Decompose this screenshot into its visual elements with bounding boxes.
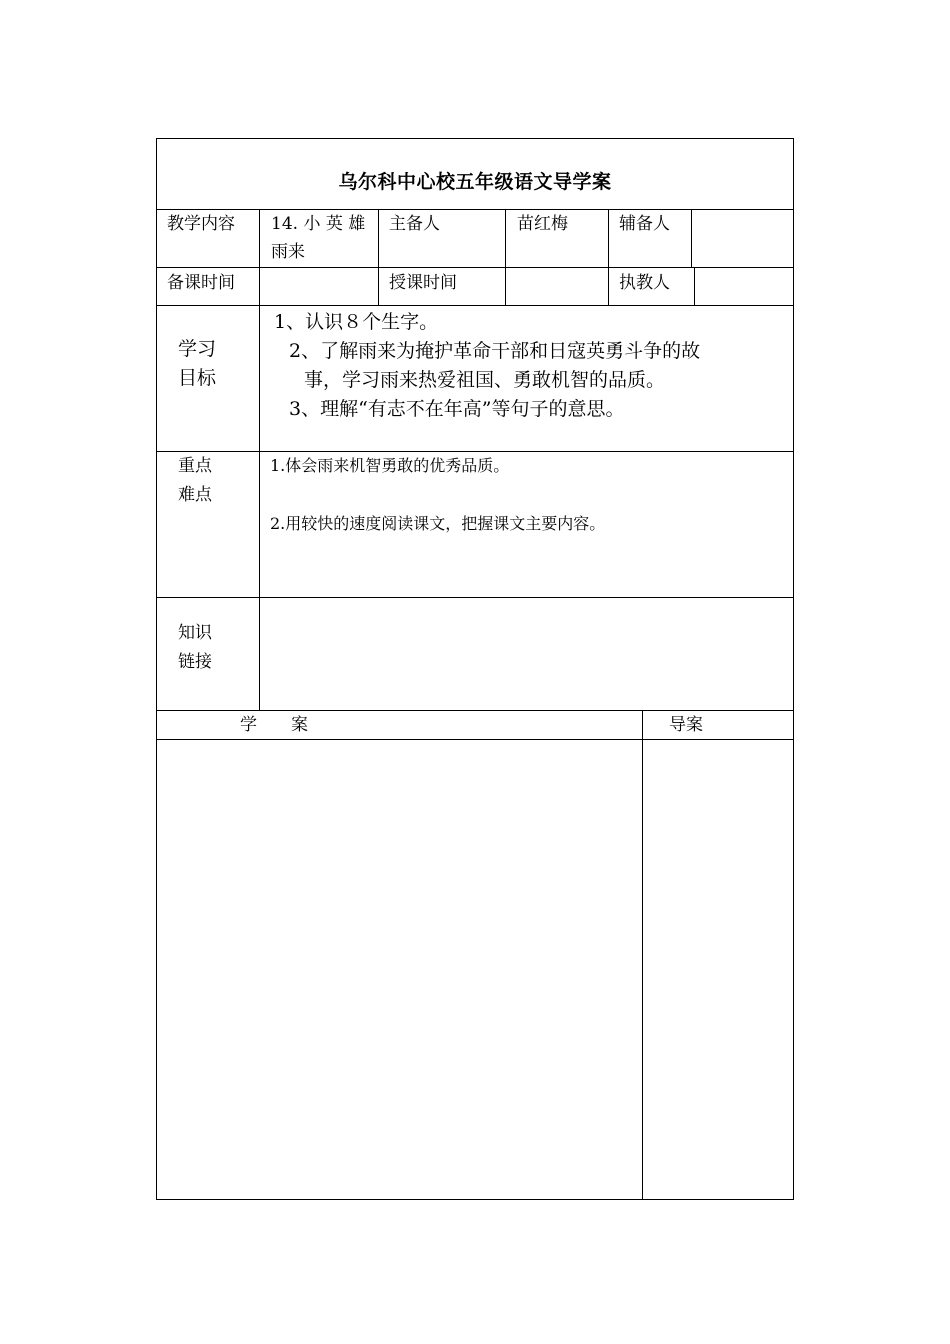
col-rule-2 <box>378 209 379 306</box>
goal-item-3: 3、理解“有志不在年高”等句子的意思。 <box>289 398 625 420</box>
goal-item-2: 2、了解雨来为掩护革命干部和日寇英勇斗争的故 <box>289 340 701 362</box>
page-title: 乌尔科中心校五年级语文导学案 <box>338 171 612 193</box>
rule-below-bottom-header <box>156 739 794 740</box>
lesson-title-line2: 雨来 <box>271 242 305 262</box>
guide-plan-header: 导案 <box>669 715 703 735</box>
lesson-title-line1: 14. 小 英 雄 <box>271 214 366 234</box>
teach-time-label: 授课时间 <box>389 273 457 293</box>
knowledge-label-line1: 知识 <box>178 623 212 643</box>
prep-time-label: 备课时间 <box>167 273 235 293</box>
keypoints-label-line2: 难点 <box>178 485 212 505</box>
goal-item-1: 1、认识８个生字。 <box>274 311 439 333</box>
rule-below-keypoints <box>156 597 794 598</box>
lesson-plan-sheet <box>156 138 794 1200</box>
keypoint-item-1: 1.体会雨来机智勇敢的优秀品质。 <box>270 456 510 475</box>
rule-below-row1 <box>156 267 794 268</box>
col-rule-1 <box>259 209 260 711</box>
study-plan-header: 学 案 <box>240 715 308 735</box>
goals-label-line1: 学习 <box>178 338 217 360</box>
goal-item-2-cont: 事，学习雨来热爱祖国、勇敢机智的品质。 <box>304 369 666 391</box>
keypoints-label-line1: 重点 <box>178 456 212 476</box>
assistant-preparer-label: 辅备人 <box>619 214 670 234</box>
rule-below-title <box>156 209 794 210</box>
col-rule-3 <box>505 209 506 306</box>
col-rule-4 <box>608 209 609 306</box>
sheet-border <box>156 138 794 1200</box>
content-label: 教学内容 <box>167 214 235 234</box>
col-rule-5b <box>694 267 695 306</box>
teacher-label: 执教人 <box>619 273 670 293</box>
keypoint-item-2: 2.用较快的速度阅读课文，把握课文主要内容。 <box>270 514 606 533</box>
lead-preparer-name: 苗红梅 <box>517 214 568 234</box>
col-rule-5a <box>691 209 692 268</box>
goals-label-line2: 目标 <box>178 367 217 389</box>
knowledge-label-line2: 链接 <box>178 652 212 672</box>
rule-below-row2 <box>156 305 794 306</box>
lead-preparer-label: 主备人 <box>389 214 440 234</box>
study-guide-divider <box>642 710 643 1200</box>
